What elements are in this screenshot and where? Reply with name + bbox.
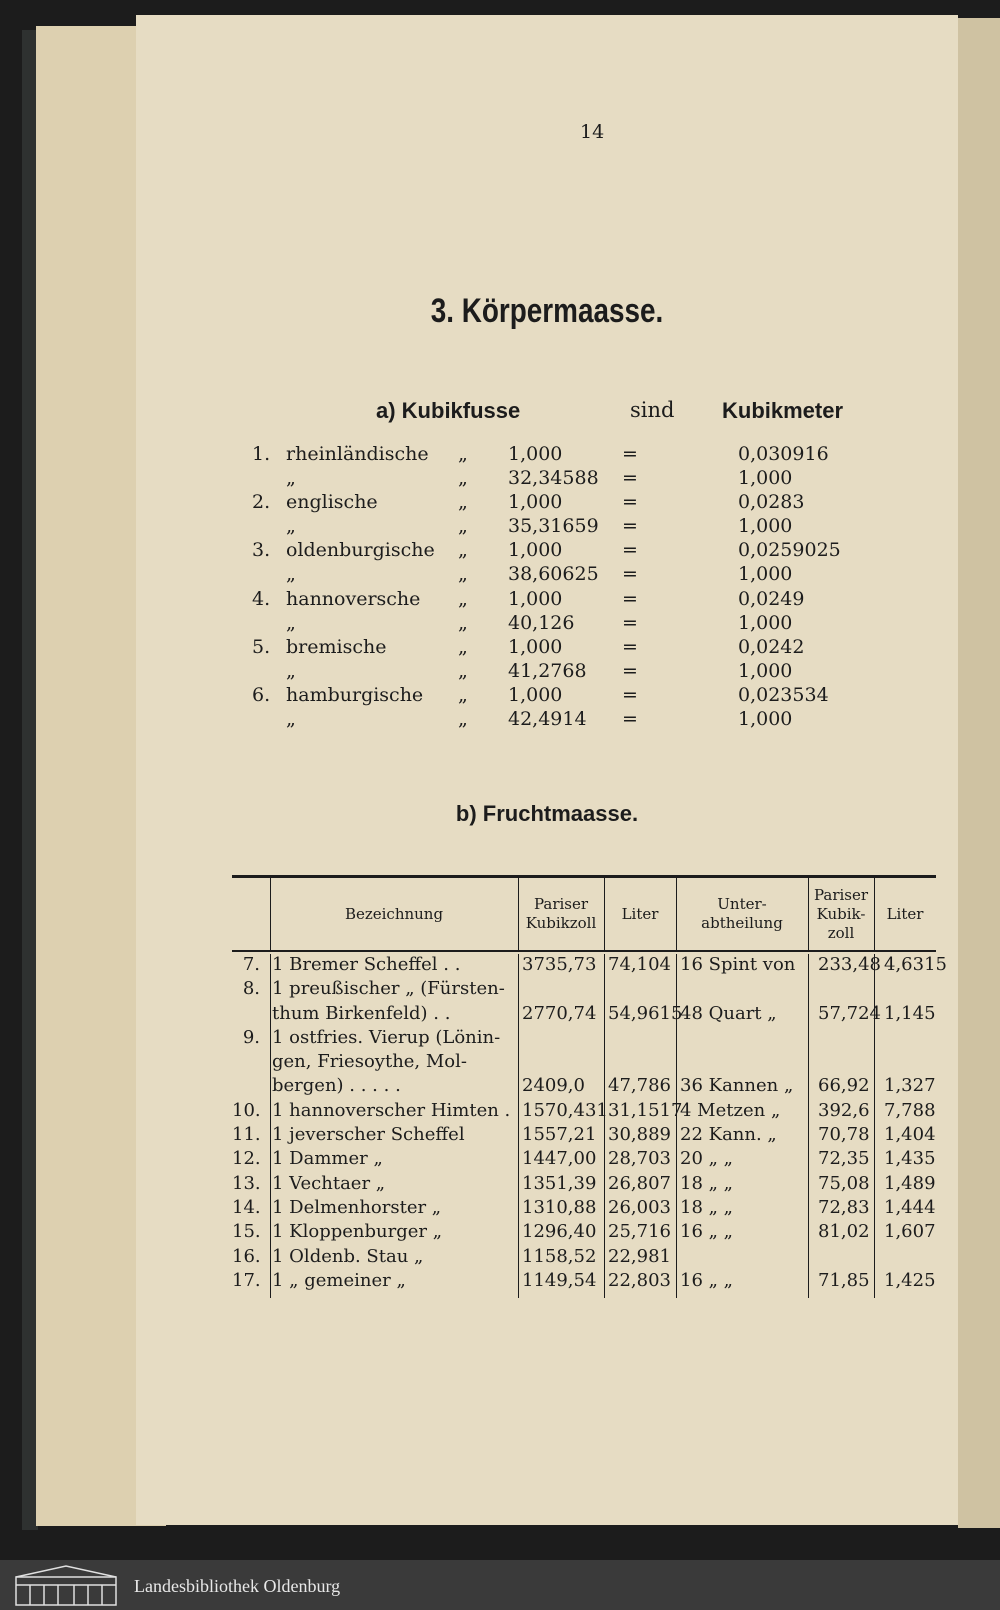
subdivision-kubikzoll-value: 72,83	[818, 1196, 870, 1218]
table-row	[232, 1124, 936, 1148]
pariser-kubikzoll-value: 1310,88	[522, 1196, 597, 1218]
measure-description: 1 Bremer Scheffel . .	[272, 954, 461, 975]
unit-name: „	[286, 708, 296, 731]
ditto-mark: „	[458, 467, 468, 490]
liter-value: 22,803	[608, 1269, 671, 1291]
ditto-mark: „	[458, 563, 468, 586]
unit-name: rheinländische	[286, 443, 429, 465]
cubic-feet-value: 1,000	[508, 443, 563, 465]
row-number: 8.	[242, 978, 260, 1000]
row-number: 5.	[252, 635, 271, 658]
measure-description: bergen) . . . . .	[272, 1075, 401, 1097]
subdivision-liter-value: 1,444	[884, 1196, 936, 1218]
subdivision-liter-value: 1,404	[884, 1124, 936, 1146]
fruit-measures-heading: b) Fruchtmaasse.	[455, 801, 639, 826]
cubic-meter-value: 1,000	[738, 515, 793, 538]
unit-name: hamburgische	[286, 683, 424, 706]
cubic-feet-value: 40,126	[508, 611, 575, 634]
liter-value: 25,716	[608, 1221, 671, 1243]
cubic-row	[226, 660, 846, 684]
ditto-mark: „	[458, 635, 468, 658]
table-row	[232, 1100, 936, 1124]
ditto-mark: „	[458, 659, 468, 682]
table-row	[232, 1075, 936, 1099]
cubic-meter-value: 1,000	[738, 611, 793, 634]
cubic-feet-value: 42,4914	[508, 708, 587, 731]
cubic-feet-value: 1,000	[508, 683, 563, 706]
liter-value: 28,703	[608, 1148, 671, 1170]
cubic-row	[226, 563, 846, 587]
cubic-meter-value: 0,030916	[738, 443, 829, 465]
equals-sign: =	[622, 659, 638, 682]
subdivision: 48 Quart „	[680, 1002, 777, 1024]
measure-description: 1 Delmenhorster „	[272, 1196, 442, 1218]
pariser-kubikzoll-value: 1447,00	[522, 1148, 597, 1170]
measure-description: 1 preußischer „ (Fürsten-	[272, 978, 505, 1000]
subdivision: 16 Spint von	[680, 954, 796, 975]
cubic-meter-heading: Kubikmeter	[722, 398, 844, 423]
col-header-bezeichnung: Bezeichnung	[344, 904, 444, 923]
subdivision-liter-value: 1,607	[884, 1221, 936, 1243]
liter-value: 30,889	[608, 1124, 671, 1146]
ditto-mark: „	[458, 587, 468, 610]
col-header-pariser-kubikzoll-2: Pariser Kubik- zoll	[813, 885, 869, 942]
table-row	[232, 1246, 936, 1270]
cubic-row	[226, 515, 846, 539]
subdivision-liter-value: 1,425	[884, 1269, 936, 1291]
col-header-liter: Liter	[621, 904, 659, 923]
subdivision-liter-value: 1,489	[884, 1172, 936, 1194]
table-header	[232, 878, 936, 950]
cubic-feet-value: 35,31659	[508, 515, 599, 538]
unit-name: „	[286, 515, 296, 538]
liter-value: 54,9615	[608, 1002, 683, 1024]
table-row	[232, 1027, 936, 1051]
col-header-liter-2: Liter	[886, 904, 924, 923]
row-number: 6.	[252, 683, 271, 706]
table-header-rule	[232, 950, 936, 952]
table-row	[232, 1173, 936, 1197]
pariser-kubikzoll-value: 1158,52	[522, 1245, 597, 1267]
subdivision-kubikzoll-value: 75,08	[818, 1172, 870, 1194]
page-number: 14	[580, 121, 605, 143]
row-number: 13.	[232, 1172, 261, 1194]
ditto-mark: „	[458, 611, 468, 634]
unit-name: oldenburgische	[286, 539, 435, 562]
sind-heading: sind	[630, 398, 675, 422]
liter-value: 74,104	[608, 954, 671, 975]
liter-value: 26,807	[608, 1172, 671, 1194]
header-divider	[676, 878, 677, 950]
subdivision-kubikzoll-value: 57,724	[818, 1002, 881, 1024]
table-row	[232, 1197, 936, 1221]
liter-value: 22,981	[608, 1245, 671, 1267]
next-page-edge	[958, 18, 1000, 1528]
document-page	[136, 15, 958, 1525]
fruit-measures-table	[232, 875, 947, 1294]
table-row	[232, 978, 936, 1002]
cubic-meter-value: 0,0283	[738, 491, 805, 514]
unit-name: „	[286, 467, 296, 490]
cubic-feet-value: 1,000	[508, 539, 563, 562]
cubic-meter-value: 0,023534	[738, 683, 829, 706]
unit-name: englische	[286, 491, 378, 514]
subdivision-liter-value: 4,6315	[884, 954, 947, 975]
cubic-row	[226, 636, 846, 660]
library-building-icon	[10, 1563, 122, 1607]
row-number: 15.	[232, 1221, 261, 1243]
subdivision-kubikzoll-value: 233,48	[818, 954, 881, 975]
subdivision: 36 Kannen „	[680, 1075, 794, 1097]
row-number: 11.	[232, 1124, 261, 1146]
measure-description: gen, Friesoythe, Mol-	[272, 1051, 467, 1073]
subdivision-kubikzoll-value: 70,78	[818, 1124, 870, 1146]
unit-name: „	[286, 659, 296, 682]
unit-name: hannoversche	[286, 587, 421, 610]
pariser-kubikzoll-value: 1149,54	[522, 1269, 597, 1291]
cubic-feet-value: 1,000	[508, 587, 563, 610]
col-header-unterabtheilung: Unter- abtheilung	[701, 895, 783, 932]
equals-sign: =	[622, 539, 638, 562]
measure-description: 1 Kloppenburger „	[272, 1221, 443, 1243]
cubic-feet-heading: a) Kubikfusse	[376, 398, 521, 423]
subdivision: 20 „ „	[680, 1148, 733, 1170]
measure-description: 1 Vechtaer „	[272, 1172, 386, 1194]
subdivision-kubikzoll-value: 392,6	[818, 1099, 870, 1121]
row-number: 14.	[232, 1196, 261, 1218]
pariser-kubikzoll-value: 1557,21	[522, 1124, 597, 1146]
row-number: 17.	[232, 1269, 261, 1291]
cubic-meter-value: 0,0242	[738, 635, 805, 658]
library-name: Landesbibliothek Oldenburg	[134, 1576, 341, 1596]
row-number: 4.	[252, 587, 271, 610]
row-number: 16.	[232, 1245, 261, 1267]
pariser-kubikzoll-value: 1296,40	[522, 1221, 597, 1243]
cubic-row	[226, 684, 846, 708]
measure-description: 1 Oldenb. Stau „	[272, 1245, 424, 1267]
cubic-row	[226, 612, 846, 636]
measure-description: 1 Dammer „	[272, 1148, 383, 1170]
cubic-row	[226, 491, 846, 515]
header-divider	[518, 878, 519, 950]
pariser-kubikzoll-value: 2770,74	[522, 1002, 597, 1024]
unit-name: „	[286, 563, 296, 586]
table-row	[232, 1221, 936, 1245]
subdivision-liter-value: 7,788	[884, 1099, 936, 1121]
table-row	[232, 954, 947, 978]
subdivision: 4 Metzen „	[680, 1099, 781, 1121]
equals-sign: =	[622, 683, 638, 706]
liter-value: 26,003	[608, 1196, 671, 1218]
cubic-meter-value: 0,0259025	[738, 539, 841, 562]
cubic-row	[226, 539, 846, 563]
subdivision-kubikzoll-value: 66,92	[818, 1075, 870, 1097]
section-title: 3. Körpermaasse.	[430, 292, 664, 330]
header-divider	[270, 878, 271, 950]
table-row	[232, 1270, 936, 1294]
header-divider	[604, 878, 605, 950]
table-row	[232, 1148, 936, 1172]
measure-description: thum Birkenfeld) . .	[272, 1002, 451, 1024]
equals-sign: =	[622, 635, 638, 658]
pariser-kubikzoll-value: 1351,39	[522, 1172, 597, 1194]
cubic-feet-value: 1,000	[508, 491, 563, 514]
equals-sign: =	[622, 491, 638, 514]
pariser-kubikzoll-value: 1570,431	[522, 1099, 608, 1121]
cubic-feet-value: 38,60625	[508, 563, 599, 586]
subdivision-kubikzoll-value: 71,85	[818, 1269, 870, 1291]
measure-description: 1 jeverscher Scheffel	[272, 1124, 465, 1146]
measure-description: 1 hannoverscher Himten .	[272, 1099, 511, 1121]
ditto-mark: „	[458, 491, 468, 514]
equals-sign: =	[622, 708, 638, 731]
cubic-feet-value: 32,34588	[508, 467, 599, 490]
ditto-mark: „	[458, 708, 468, 731]
liter-value: 47,786	[608, 1075, 671, 1097]
equals-sign: =	[622, 611, 638, 634]
cubic-meter-value: 0,0249	[738, 587, 805, 610]
equals-sign: =	[622, 563, 638, 586]
subdivision-kubikzoll-value: 81,02	[818, 1221, 870, 1243]
cubic-meter-value: 1,000	[738, 467, 793, 490]
table-body	[232, 954, 947, 1294]
subdivision: 16 „ „	[680, 1221, 733, 1243]
subdivision-liter-value: 1,435	[884, 1148, 936, 1170]
unit-name: bremische	[286, 635, 387, 658]
header-divider	[874, 878, 875, 950]
cubic-row	[226, 467, 846, 491]
cubic-feet-value: 41,2768	[508, 659, 587, 682]
cubic-feet-value: 1,000	[508, 635, 563, 658]
measure-description: 1 ostfries. Vierup (Lönin-	[272, 1026, 501, 1048]
measure-description: 1 „ gemeiner „	[272, 1269, 406, 1291]
subdivision: 16 „ „	[680, 1269, 733, 1291]
row-number: 7.	[242, 954, 260, 975]
cubic-row	[226, 588, 846, 612]
row-number: 2.	[252, 491, 271, 514]
ditto-mark: „	[458, 539, 468, 562]
row-number: 12.	[232, 1148, 261, 1170]
equals-sign: =	[622, 587, 638, 610]
unit-name: „	[286, 611, 296, 634]
row-number: 1.	[252, 443, 271, 465]
cubic-feet-table	[226, 443, 846, 732]
row-number: 3.	[252, 539, 271, 562]
row-number: 10.	[232, 1099, 261, 1121]
subdivision-liter-value: 1,145	[884, 1002, 936, 1024]
row-number: 9.	[242, 1026, 260, 1048]
table-row	[232, 1003, 936, 1027]
cubic-meter-value: 1,000	[738, 563, 793, 586]
pariser-kubikzoll-value: 3735,73	[522, 954, 597, 975]
cubic-row	[226, 443, 846, 467]
liter-value: 31,1517	[608, 1099, 683, 1121]
subdivision-liter-value: 1,327	[884, 1075, 936, 1097]
col-header-pariser-kubikzoll: Pariser Kubikzoll	[525, 895, 597, 932]
ditto-mark: „	[458, 683, 468, 706]
subdivision-kubikzoll-value: 72,35	[818, 1148, 870, 1170]
subdivision: 18 „ „	[680, 1172, 733, 1194]
subdivision: 22 Kann. „	[680, 1124, 777, 1146]
pariser-kubikzoll-value: 2409,0	[522, 1075, 585, 1097]
ditto-mark: „	[458, 515, 468, 538]
table-row	[232, 1051, 936, 1075]
ditto-mark: „	[458, 443, 468, 465]
cubic-row	[226, 708, 846, 732]
equals-sign: =	[622, 515, 638, 538]
equals-sign: =	[622, 443, 638, 465]
cubic-meter-value: 1,000	[738, 659, 793, 682]
equals-sign: =	[622, 467, 638, 490]
cubic-meter-value: 1,000	[738, 708, 793, 731]
header-divider	[808, 878, 809, 950]
subdivision: 18 „ „	[680, 1196, 733, 1218]
